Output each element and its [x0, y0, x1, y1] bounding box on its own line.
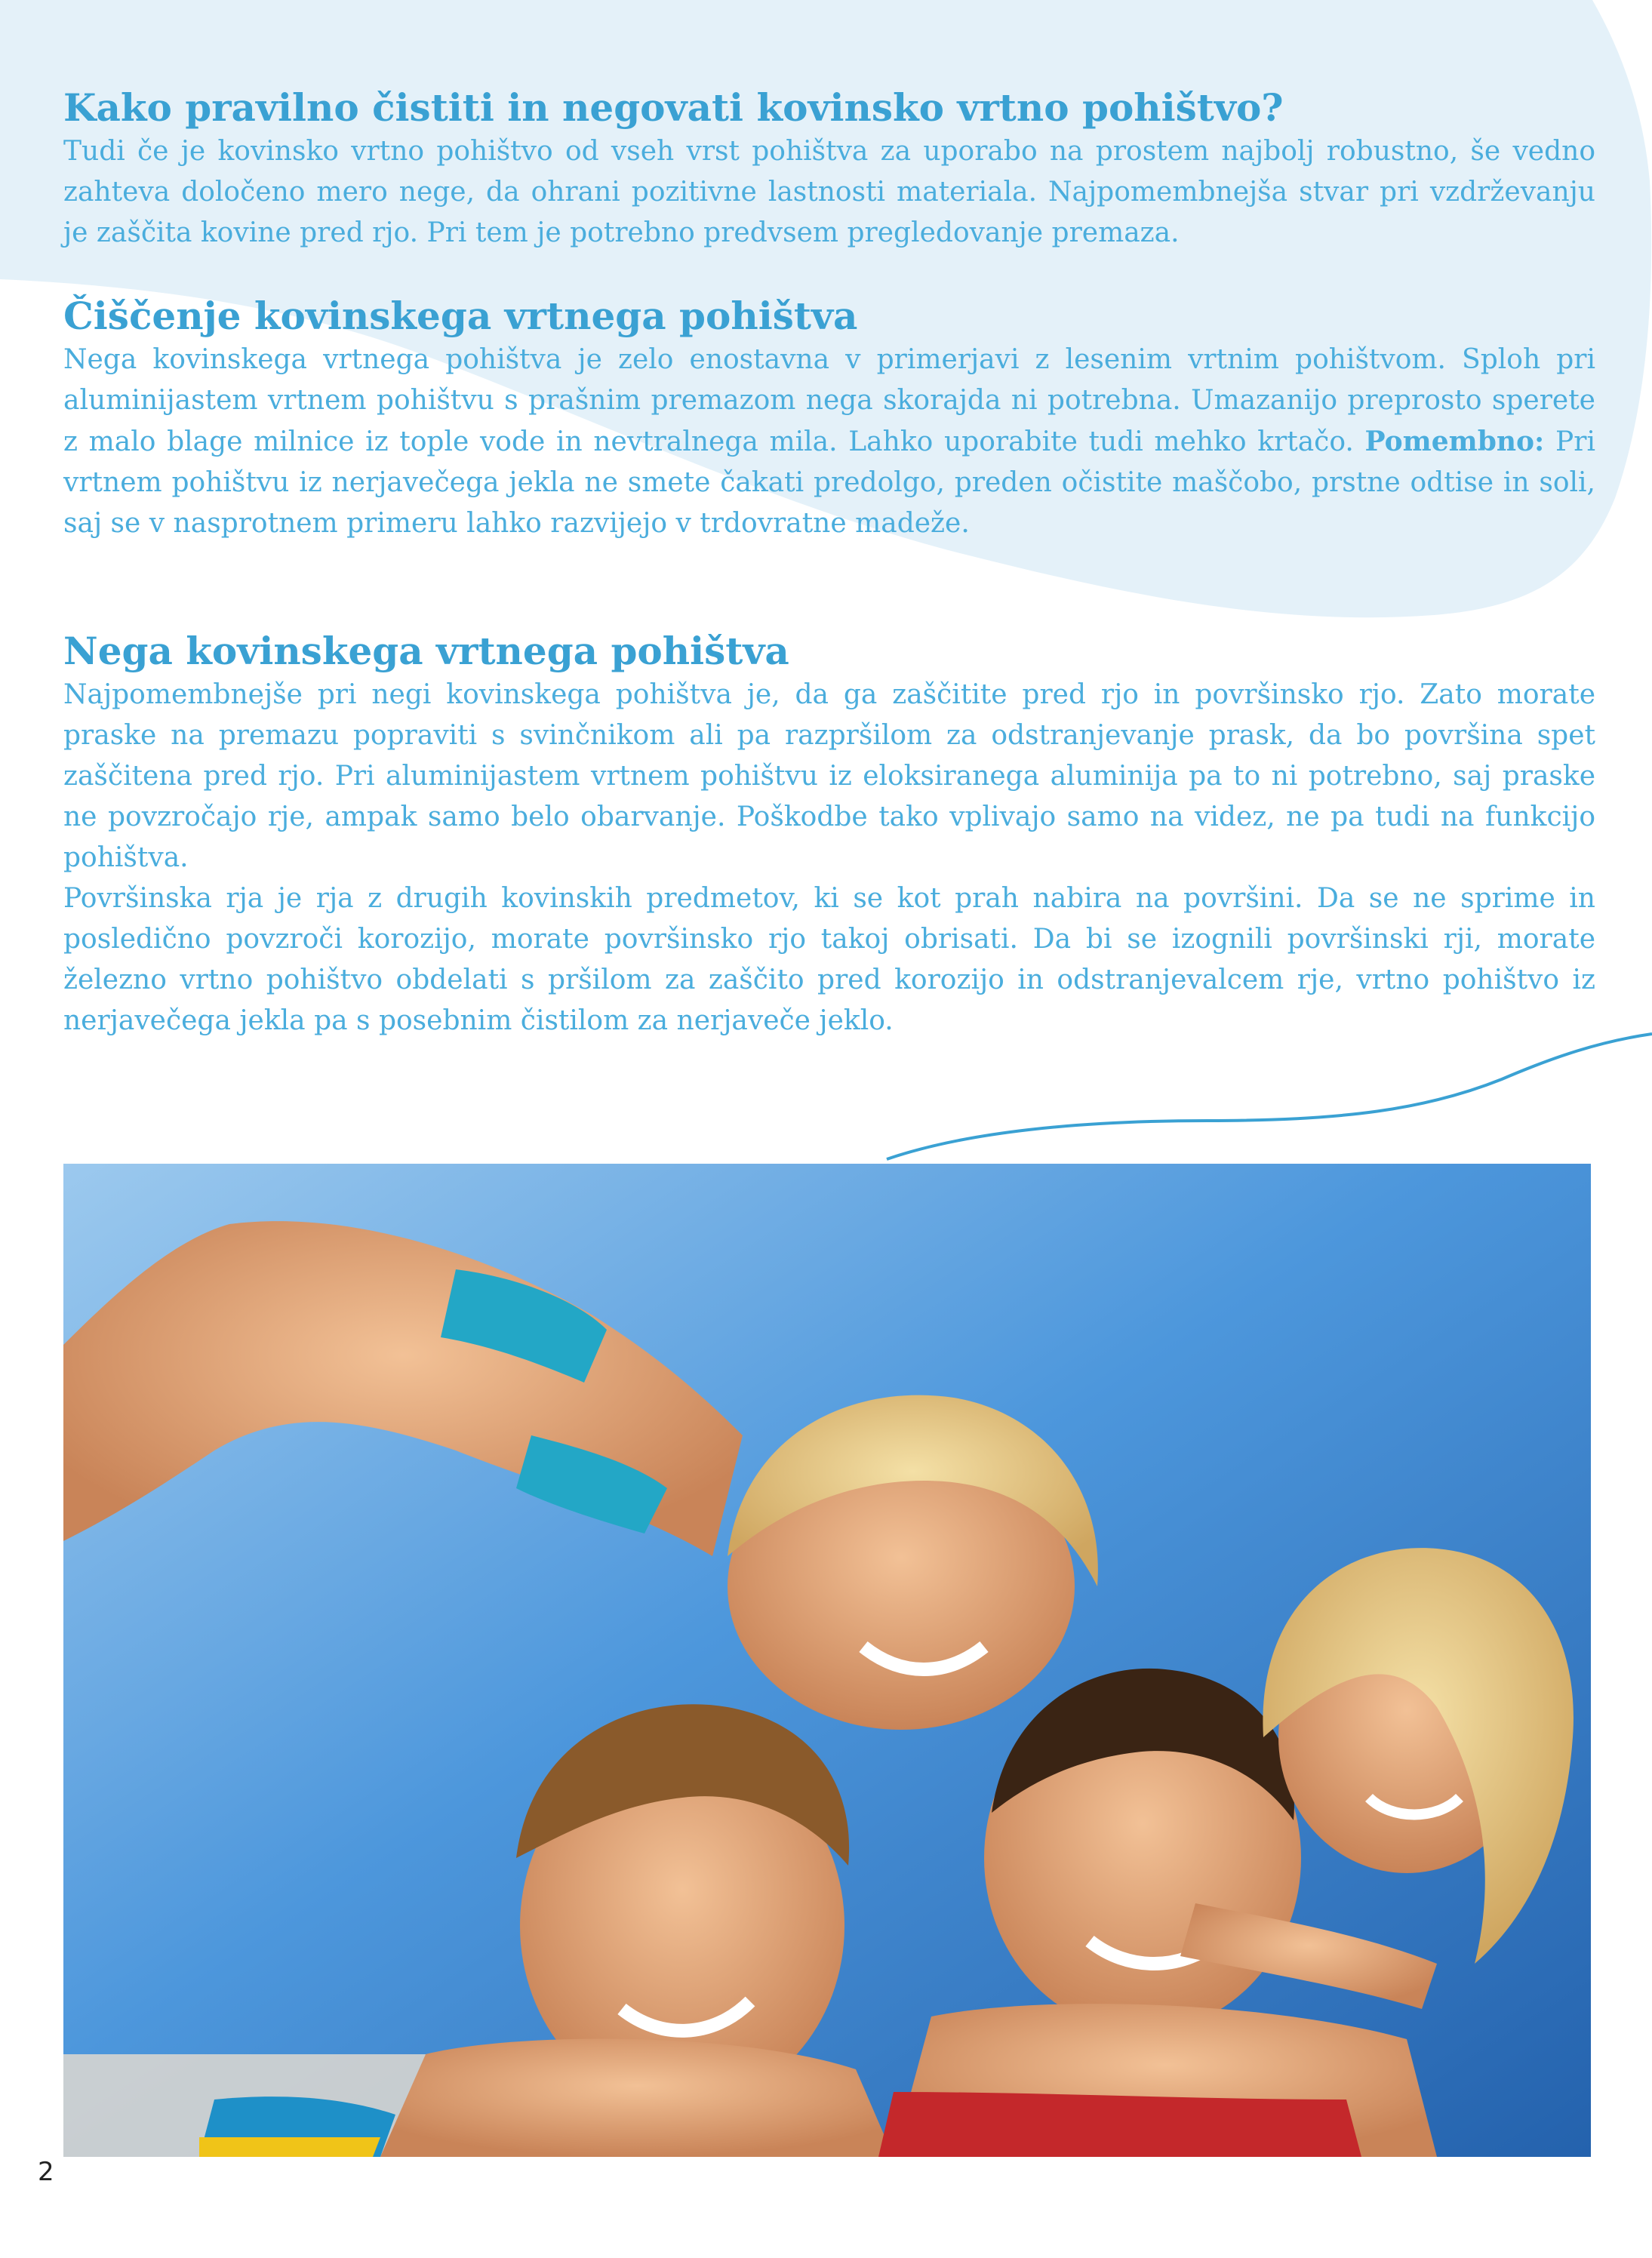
paragraph-text: Nega kovinskega vrtnega pohištva je zelo enostavna v primerjavi z lesenim vrtnim pohištvom. Sploh pri aluminijastem vrtnem pohištvu s prašnim premazom nega skorajda ni potrebna. Umazanijo preprosto sperete z malo blage milnice iz tople vode in nevtralnega mila. Lahko uporabite tudi mehko krtačo. [63, 344, 1595, 457]
section-paragraph: Najpomembnejše pri negi kovinskega pohištva je, da ga zaščitite pred rjo in površinsko rjo. Zato morate praske na premazu popraviti s svinčnikom ali pa razpršilom za odstranjevanje prask, da bo površina spet zaščitena pred rjo. Pri aluminijastem vrtnem pohištvu iz eloksiranega aluminija pa to ni potrebno, saj praske ne povzročajo rje, ampak samo belo obarvanje. Poškodbe tako vplivajo samo na videz, ne pa tudi na funkcijo pohištva. [63, 679, 1595, 873]
section-heading: Nega kovinskega vrtnega pohištva [63, 629, 789, 673]
section-paragraph [63, 340, 1595, 544]
section-heading: Kako pravilno čistiti in negovati kovinsko vrtno pohištvo? [63, 85, 1284, 130]
photo-illustration [63, 1164, 1591, 2157]
wave-line [887, 1034, 1652, 1159]
section-cleaning [63, 293, 1595, 544]
section-heading: Čiščenje kovinskega vrtnega pohištva [63, 294, 858, 338]
section-paragraph: Površinska rja je rja z drugih kovinskih predmetov, ki se kot prah nabira na površini. Da se ne sprime in posledično povzroči korozijo, morate površinsko rjo takoj obrisati. Da bi se izognili površinski rji, morate železno vrtno pohištvo obdelati s pršilom za zaščito pred korozijo in odstranjevalcem rje, vrtno pohištvo iz nerjavečega jekla pa s posebnim čistilom za nerjaveče jeklo. [63, 883, 1595, 1036]
page-number: 2 [38, 2157, 54, 2187]
section-intro [63, 85, 1595, 254]
paragraph-text: Pri vrtnem pohištvu iz nerjavečega jekla ne smete čakati predolgo, preden očistite maščobo, prstne odtise in soli, saj se v nasprotnem primeru lahko razvijejo v trdovratne madeže. [63, 426, 1595, 539]
family-beach-photo [63, 1164, 1591, 2157]
emphasis-label: Pomembno: [1364, 426, 1545, 457]
section-paragraph: Tudi če je kovinsko vrtno pohištvo od vseh vrst pohištva za uporabo na prostem najbolj robustno, še vedno zahteva določeno mero nege, da ohrani pozitivne lastnosti materiala. Najpomembnejša stvar pri vzdrževanju je zaščita kovine pred rjo. Pri tem je potrebno predvsem pregledovanje premaza. [63, 136, 1595, 248]
section-care [63, 628, 1595, 1041]
